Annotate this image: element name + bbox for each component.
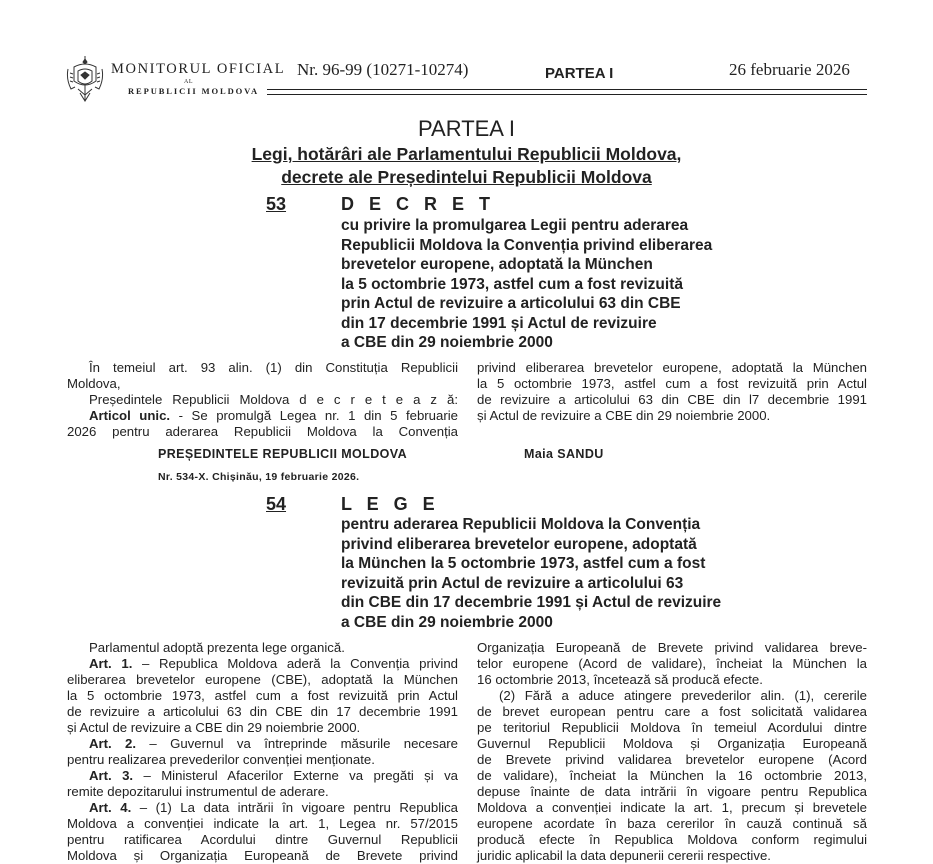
body-line: europene acordate în baza cererilor în cauză continuă să	[477, 816, 867, 831]
article-label: Art. 2.	[89, 736, 137, 751]
body-line: eliberarea brevetelor europene (CBE), adoptată la München	[67, 672, 458, 687]
publication-subtitle: REPUBLICII MOLDOVA	[128, 86, 260, 96]
act-title-line: la 5 octombrie 1973, astfel cum a fost revizuită	[341, 275, 683, 293]
body-line: de revizuire a articolului 63 din CBE din l7 decembrie 1991	[477, 392, 867, 407]
act-title-line: la München la 5 octombrie 1973, astfel cum a fost	[341, 555, 706, 572]
body-line: În temeiul art. 93 alin. (1) din Constituția Republicii	[89, 360, 458, 375]
article-label: Articol unic.	[89, 408, 171, 423]
body-line: Art. 2. – Guvernul va întreprinde măsurile necesare	[89, 736, 458, 751]
header-part: PARTEA I	[545, 65, 614, 82]
article-label: Art. 4.	[89, 800, 132, 815]
body-line: Președintele Republicii Moldova d e c r e t e a z ă:	[89, 392, 458, 407]
body-line: la 5 octombrie 1973, astfel cum a fost revizuită prin Actul	[477, 376, 867, 391]
article-label: Art. 1.	[89, 656, 133, 671]
body-line: Art. 1. – Republica Moldova aderă la Convenția privind	[89, 656, 458, 671]
signature-name: Maia SANDU	[524, 447, 604, 461]
moldova-coat-of-arms-icon	[66, 55, 104, 105]
act-type: D E C R E T	[341, 194, 496, 214]
act-title-line: revizuită prin Actul de revizuire a articolului 63	[341, 574, 684, 592]
body-line: Moldova a convenției indicate la art. 1, precum și brevetele	[477, 800, 867, 815]
body-line: de brevet european pentru care a fost solicitată validarea	[477, 704, 867, 719]
section-title-line2: decrete ale Președintelui Republicii Moldova	[281, 167, 652, 187]
body-line: Moldova a convenției indicate la art. 1, Legea nr. 57/2015	[67, 816, 458, 831]
body-line: juridic aplicabil la data depunerii cererii respective.	[477, 848, 771, 863]
act-title-line: din 17 decembrie 1991 și Actul de revizuire	[341, 314, 657, 332]
act-number: 53	[266, 194, 287, 214]
act-title	[341, 216, 712, 353]
act-number: 54	[266, 494, 287, 514]
act-title-line: pentru aderarea Republicii Moldova la Convenția	[341, 516, 701, 533]
body-line: la 5 octombrie 1973, astfel cum a fost revizuită prin Actul	[67, 688, 458, 703]
section-part: PARTEA I	[417, 116, 515, 141]
body-line: de validare), încheiat la München la 16 octombrie 2013,	[477, 768, 867, 783]
publication-title-al: AL	[184, 79, 193, 85]
issue-date: 26 februarie 2026	[729, 60, 850, 79]
act-title-line: a CBE din 29 noiembrie 2000	[341, 334, 553, 351]
body-line: Moldova și Organizația Europeană de Brevete privind	[67, 848, 458, 863]
body-line: Moldova,	[67, 376, 121, 391]
body-line: Art. 3. – Ministerul Afacerilor Externe va pregăti și va	[89, 768, 459, 783]
act-title-line: cu privire la promulgarea Legii pentru aderarea	[341, 217, 689, 234]
act-title-line: din CBE din 17 decembrie 1991 și Actul de revizuire	[341, 594, 722, 611]
body-line: pe teritoriul Republicii Moldova în temeiul Acordului dintre	[477, 720, 867, 735]
body-line: depuse înainte de data intrării în vigoare pentru Republica	[477, 784, 867, 799]
law-right-column	[477, 640, 867, 864]
decree-left-column	[67, 360, 458, 440]
article-label: Art. 3.	[89, 768, 134, 783]
act-type: L E G E	[341, 494, 440, 514]
header-rule	[267, 94, 867, 95]
act-title-line: Republicii Moldova la Convenția privind eliberarea	[341, 236, 713, 254]
act-title-line: prin Actul de revizuire a articolului 63 din CBE	[341, 295, 681, 312]
body-line: 16 octombrie 2013, încetează să producă efecte.	[477, 672, 763, 687]
body-line: Art. 4. – (1) La data intrării în vigoare pentru Republica	[89, 800, 459, 815]
decree-right-column	[477, 360, 867, 424]
act-title-line: privind eliberarea brevetelor europene, adoptată	[341, 535, 697, 553]
signature-role: PREȘEDINTELE REPUBLICII MOLDOVA	[158, 447, 407, 461]
body-line: (2) Fără a aduce atingere prevederilor alin. (1), cererile	[499, 688, 867, 703]
body-line: pentru ratificarea Acordului dintre Guvernul Republicii	[67, 832, 458, 847]
body-line: remite depozitarului instrumentul de aderare.	[67, 784, 329, 799]
body-line: telor europene (Acord de validare), încheiat la München la	[477, 656, 867, 671]
act-title	[341, 515, 721, 632]
body-line: 2026 pentru aderarea Republicii Moldova la Convenția	[67, 424, 458, 439]
body-line: producă efecte în Republica Moldova conform regimului	[477, 832, 867, 847]
body-line: pentru realizarea prevederilor convenției menționate.	[67, 752, 375, 767]
header-rule	[267, 89, 867, 90]
act-title-line: a CBE din 29 noiembrie 2000	[341, 613, 553, 631]
law-left-column	[67, 640, 458, 864]
body-line: Articol unic. - Se promulgă Legea nr. 1 din 5 februarie	[89, 408, 458, 423]
body-line: de revizuire a articolului 63 din CBE din 17 decembrie 1991	[67, 704, 458, 719]
body-line: Guvernul Republicii Moldova și Organizația Europeană	[477, 736, 867, 751]
issue-number: Nr. 96-99 (10271-10274)	[297, 60, 469, 79]
body-line: și Actul de revizuire a CBE din 29 noiembrie 2000.	[477, 408, 771, 423]
act-title-line: brevetelor europene, adoptată la München	[341, 256, 653, 273]
body-line: de Brevete privind validarea brevetelor europene (Acord	[477, 752, 867, 767]
body-line: Parlamentul adoptă prezenta lege organică.	[89, 640, 345, 655]
publication-title: MONITORUL OFICIAL	[111, 61, 286, 77]
decree-reference: Nr. 534-X. Chișinău, 19 februarie 2026.	[158, 471, 360, 483]
body-line: și Actul de revizuire a CBE din 29 noiembrie 2000.	[67, 720, 361, 735]
section-title-line1: Legi, hotărâri ale Parlamentului Republicii Moldova,	[251, 144, 682, 164]
body-line: privind eliberarea brevetelor europene, adoptată la München	[477, 360, 867, 375]
body-line: Organizația Europeană de Brevete privind validarea breve-	[477, 640, 867, 655]
